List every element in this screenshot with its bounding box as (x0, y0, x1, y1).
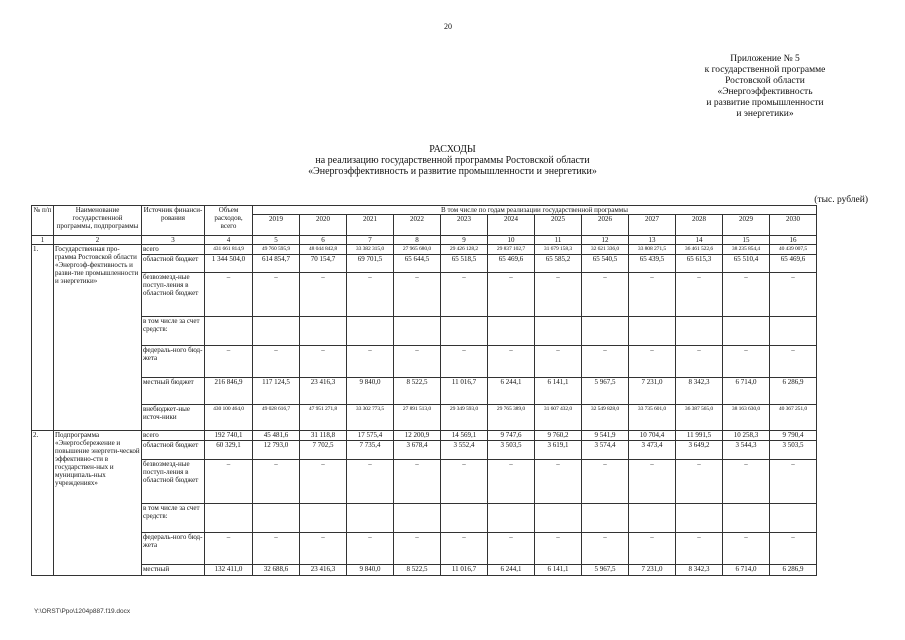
cell-year-value: – (347, 273, 394, 317)
cell-year-value: 36 461 522,6 (676, 245, 723, 255)
header-year: 2030 (770, 215, 817, 236)
expenses-table (31, 205, 817, 576)
funding-source: всего (142, 431, 205, 441)
header-year: 2026 (582, 215, 629, 236)
cell-year-value: 45 481,6 (253, 431, 300, 441)
table-row (32, 460, 817, 504)
header-num: № п/п (32, 206, 54, 236)
cell-year-value: – (253, 460, 300, 504)
cell-year-value: – (300, 460, 347, 504)
appendix-block (660, 54, 870, 120)
header-year: 2023 (441, 215, 488, 236)
cell-year-value: – (723, 533, 770, 565)
funding-source: безвозмезд-ные поступ-ления в областной бюджет (142, 460, 205, 504)
cell-year-value: 9 760,2 (535, 431, 582, 441)
cell-year-value: – (723, 346, 770, 378)
header-year: 2029 (723, 215, 770, 236)
cell-year-value: 17 575,4 (347, 431, 394, 441)
cell-year-value: 6 244,1 (488, 378, 535, 405)
cell-year-value: 49 760 595,9 (253, 245, 300, 255)
funding-source: федераль-ного бюд-жета (142, 346, 205, 378)
cell-year-value: 31 607 432,0 (535, 405, 582, 431)
funding-source: безвозмезд-ные поступ-ления в областной бюджет (142, 273, 205, 317)
cell-year-value: 3 552,4 (441, 441, 488, 460)
cell-year-value: 6 141,1 (535, 378, 582, 405)
cell-year-value: 11 991,5 (676, 431, 723, 441)
document-subtitle: «Энергоэффективность и развитие промышленности и энергетики» (308, 166, 597, 177)
column-number: 9 (441, 236, 488, 245)
cell-year-value (629, 317, 676, 346)
cell-year-value: 3 678,4 (394, 441, 441, 460)
column-number: 7 (347, 236, 394, 245)
cell-year-value: 9 840,0 (347, 378, 394, 405)
table-row (32, 317, 817, 346)
cell-year-value: – (535, 460, 582, 504)
cell-year-value: – (535, 533, 582, 565)
cell-year-value (300, 504, 347, 533)
cell-year-value: 12 793,0 (253, 441, 300, 460)
cell-year-value: 7 231,0 (629, 378, 676, 405)
cell-total (205, 504, 253, 533)
program-name: Государственная про-грамма Ростовской области «Энергоэф-фективность и разви-тие промышленности и энергетики» (54, 245, 142, 431)
cell-year-value: – (582, 346, 629, 378)
table-row (32, 565, 817, 576)
cell-year-value (253, 317, 300, 346)
funding-source: местный бюджет (142, 378, 205, 405)
cell-year-value: – (300, 533, 347, 565)
cell-year-value (394, 317, 441, 346)
cell-year-value: 65 615,3 (676, 255, 723, 273)
cell-year-value (347, 317, 394, 346)
cell-year-value: 9 747,6 (488, 431, 535, 441)
cell-year-value: – (770, 346, 817, 378)
header-year: 2025 (535, 215, 582, 236)
cell-year-value: – (488, 533, 535, 565)
header-years-group: В том числе по годам реализации государственной программы (253, 206, 817, 215)
cell-year-value: – (629, 346, 676, 378)
column-number: 13 (629, 236, 676, 245)
cell-year-value: – (629, 533, 676, 565)
cell-year-value: 11 016,7 (441, 565, 488, 576)
funding-source: внебюджет-ные источ-ники (142, 405, 205, 431)
cell-year-value: 38 163 630,0 (723, 405, 770, 431)
header-year: 2028 (676, 215, 723, 236)
cell-year-value: 6 141,1 (535, 565, 582, 576)
column-number: 4 (205, 236, 253, 245)
cell-year-value (441, 317, 488, 346)
cell-year-value: 6 286,9 (770, 378, 817, 405)
funding-source: областной бюджет (142, 255, 205, 273)
cell-year-value: 29 349 593,0 (441, 405, 488, 431)
cell-year-value: 3 473,4 (629, 441, 676, 460)
header-name: Наименование государственной программы, подпрограммы (54, 206, 142, 236)
header-year: 2024 (488, 215, 535, 236)
cell-year-value: – (582, 533, 629, 565)
column-number: 5 (253, 236, 300, 245)
cell-year-value: – (676, 346, 723, 378)
header-year: 2019 (253, 215, 300, 236)
cell-year-value: 8 342,3 (676, 378, 723, 405)
cell-total: – (205, 273, 253, 317)
cell-year-value: – (253, 346, 300, 378)
cell-year-value: 3 649,2 (676, 441, 723, 460)
column-number: 16 (770, 236, 817, 245)
cell-year-value (488, 317, 535, 346)
cell-year-value: 31 118,8 (300, 431, 347, 441)
cell-year-value: 9 790,4 (770, 431, 817, 441)
cell-year-value: 32 688,6 (253, 565, 300, 576)
column-number: 14 (676, 236, 723, 245)
cell-year-value: – (488, 273, 535, 317)
cell-year-value: – (394, 460, 441, 504)
cell-year-value: 6 714,0 (723, 378, 770, 405)
cell-year-value (770, 317, 817, 346)
cell-year-value (629, 504, 676, 533)
header-year: 2021 (347, 215, 394, 236)
cell-year-value: – (253, 533, 300, 565)
cell-year-value: – (441, 273, 488, 317)
cell-year-value: 65 469,6 (488, 255, 535, 273)
appendix-line: Приложение № 5 (730, 54, 800, 64)
cell-year-value: 6 244,1 (488, 565, 535, 576)
cell-year-value (488, 504, 535, 533)
cell-year-value: – (347, 460, 394, 504)
cell-year-value: 27 965 680,0 (394, 245, 441, 255)
column-number: 3 (142, 236, 205, 245)
cell-year-value: 14 569,1 (441, 431, 488, 441)
appendix-line: к государственной программе (704, 65, 826, 75)
cell-year-value: 9 541,9 (582, 431, 629, 441)
cell-year-value: 47 951 271,8 (300, 405, 347, 431)
funding-source: в том числе за счет средств: (142, 504, 205, 533)
cell-total: – (205, 346, 253, 378)
cell-year-value: – (723, 460, 770, 504)
column-number-row (32, 236, 817, 245)
funding-source: в том числе за счет средств: (142, 317, 205, 346)
cell-year-value (582, 317, 629, 346)
table-row (32, 273, 817, 317)
funding-source: местный (142, 565, 205, 576)
cell-year-value: 48 044 842,8 (300, 245, 347, 255)
cell-year-value: – (394, 533, 441, 565)
cell-year-value (394, 504, 441, 533)
cell-year-value: 9 840,0 (347, 565, 394, 576)
cell-year-value: 6 286,9 (770, 565, 817, 576)
cell-year-value: – (441, 346, 488, 378)
cell-year-value: 31 679 158,3 (535, 245, 582, 255)
table-row (32, 504, 817, 533)
cell-year-value: 65 644,5 (394, 255, 441, 273)
appendix-line: и энергетики» (736, 109, 794, 119)
table-row (32, 346, 817, 378)
program-number: 2. (32, 431, 54, 576)
cell-year-value: – (347, 346, 394, 378)
cell-year-value: 7 231,0 (629, 565, 676, 576)
table-row (32, 441, 817, 460)
program-name: Подпрограмма «Энергосбережение и повышение энергети-ческой эффективно-сти в государствен-ных и муниципаль-ных учреждениях» (54, 431, 142, 576)
cell-year-value: 8 522,5 (394, 565, 441, 576)
header-row (32, 206, 817, 215)
cell-year-value (582, 504, 629, 533)
cell-year-value: 70 154,7 (300, 255, 347, 273)
cell-year-value: 3 544,3 (723, 441, 770, 460)
cell-year-value (676, 317, 723, 346)
cell-year-value: – (770, 533, 817, 565)
column-number: 15 (723, 236, 770, 245)
program-number: 1. (32, 245, 54, 431)
cell-year-value (347, 504, 394, 533)
cell-year-value: 49 028 616,7 (253, 405, 300, 431)
cell-year-value: 29 765 389,0 (488, 405, 535, 431)
cell-year-value: 65 585,2 (535, 255, 582, 273)
funding-source: федераль-ного бюд-жета (142, 533, 205, 565)
cell-year-value: 36 387 565,0 (676, 405, 723, 431)
cell-year-value: 12 200,9 (394, 431, 441, 441)
document-title: РАСХОДЫ (429, 144, 476, 155)
cell-year-value: – (676, 533, 723, 565)
cell-year-value: – (300, 273, 347, 317)
units-label: (тыс. рублей) (814, 195, 868, 205)
cell-year-value: 3 619,1 (535, 441, 582, 460)
cell-year-value: 10 704,4 (629, 431, 676, 441)
column-number: 1 (32, 236, 54, 245)
cell-year-value: – (347, 533, 394, 565)
cell-year-value: 33 382 315,0 (347, 245, 394, 255)
table-row (32, 431, 817, 441)
cell-year-value: – (723, 273, 770, 317)
cell-total: 1 344 504,0 (205, 255, 253, 273)
cell-year-value: – (629, 273, 676, 317)
cell-year-value: 3 503,5 (488, 441, 535, 460)
column-number: 6 (300, 236, 347, 245)
cell-year-value: 27 891 513,0 (394, 405, 441, 431)
cell-year-value: – (394, 273, 441, 317)
cell-year-value (253, 504, 300, 533)
cell-year-value: 7 702,5 (300, 441, 347, 460)
cell-year-value: – (582, 460, 629, 504)
header-year: 2022 (394, 215, 441, 236)
cell-year-value: 65 510,4 (723, 255, 770, 273)
cell-year-value (723, 317, 770, 346)
cell-year-value: 65 439,5 (629, 255, 676, 273)
column-number: 10 (488, 236, 535, 245)
appendix-line: и развитие промышленности (706, 98, 824, 108)
cell-year-value: – (770, 273, 817, 317)
funding-source: областной бюджет (142, 441, 205, 460)
cell-year-value (535, 317, 582, 346)
cell-year-value: 33 302 773,5 (347, 405, 394, 431)
cell-year-value (723, 504, 770, 533)
column-number: 12 (582, 236, 629, 245)
cell-year-value: 65 469,6 (770, 255, 817, 273)
cell-year-value: – (488, 460, 535, 504)
cell-total: 132 411,0 (205, 565, 253, 576)
cell-year-value: 29 426 128,2 (441, 245, 488, 255)
column-number: 2 (54, 236, 142, 245)
cell-total: 430 100 464,0 (205, 405, 253, 431)
cell-year-value: 33 735 601,0 (629, 405, 676, 431)
cell-year-value: 23 416,3 (300, 565, 347, 576)
appendix-line: «Энергоэффективность (717, 87, 813, 97)
table-row (32, 245, 817, 255)
header-year: 2020 (300, 215, 347, 236)
document-subtitle: на реализацию государственной программы Ростовской области (315, 155, 590, 166)
cell-year-value: – (535, 346, 582, 378)
cell-total: 431 661 814,9 (205, 245, 253, 255)
header-source: Источник финанси-рования (142, 206, 205, 236)
cell-year-value: 10 258,3 (723, 431, 770, 441)
cell-year-value: 29 837 102,7 (488, 245, 535, 255)
cell-year-value: 614 854,7 (253, 255, 300, 273)
table-row (32, 378, 817, 405)
header-year: 2027 (629, 215, 676, 236)
cell-total: – (205, 533, 253, 565)
cell-total: 216 846,9 (205, 378, 253, 405)
cell-year-value: – (394, 346, 441, 378)
cell-total: – (205, 460, 253, 504)
cell-year-value: 3 574,4 (582, 441, 629, 460)
cell-year-value: – (582, 273, 629, 317)
column-number: 8 (394, 236, 441, 245)
cell-year-value: 117 124,5 (253, 378, 300, 405)
file-path-footer: Y:\ORST\Ppo\1204p887.f19.docx (34, 608, 131, 615)
cell-year-value: – (770, 460, 817, 504)
cell-year-value: 32 621 336,0 (582, 245, 629, 255)
cell-year-value: 7 735,4 (347, 441, 394, 460)
cell-year-value: – (676, 460, 723, 504)
cell-year-value (676, 504, 723, 533)
table-row (32, 405, 817, 431)
cell-year-value: – (629, 460, 676, 504)
cell-year-value: 6 714,0 (723, 565, 770, 576)
cell-year-value: – (441, 533, 488, 565)
cell-year-value (441, 504, 488, 533)
header-total: Объем расходов, всего (205, 206, 253, 236)
cell-year-value (770, 504, 817, 533)
cell-year-value: 38 235 854,4 (723, 245, 770, 255)
cell-year-value (300, 317, 347, 346)
cell-year-value (535, 504, 582, 533)
cell-year-value: 11 016,7 (441, 378, 488, 405)
cell-year-value: 69 701,5 (347, 255, 394, 273)
cell-year-value: 40 367 251,0 (770, 405, 817, 431)
table-row (32, 533, 817, 565)
cell-year-value: 33 808 271,5 (629, 245, 676, 255)
cell-year-value: – (676, 273, 723, 317)
cell-year-value: – (488, 346, 535, 378)
cell-year-value: – (300, 346, 347, 378)
table-row (32, 255, 817, 273)
page-number: 20 (444, 22, 452, 31)
cell-total: 192 740,1 (205, 431, 253, 441)
cell-year-value: 5 967,5 (582, 378, 629, 405)
cell-year-value: – (253, 273, 300, 317)
cell-year-value: 40 439 007,5 (770, 245, 817, 255)
cell-year-value: 8 342,3 (676, 565, 723, 576)
cell-year-value: 65 540,5 (582, 255, 629, 273)
cell-year-value: 23 416,3 (300, 378, 347, 405)
cell-year-value: – (535, 273, 582, 317)
cell-year-value: – (441, 460, 488, 504)
cell-total: 60 329,1 (205, 441, 253, 460)
cell-year-value: 32 549 828,0 (582, 405, 629, 431)
cell-year-value: 5 967,5 (582, 565, 629, 576)
cell-total (205, 317, 253, 346)
cell-year-value: 65 518,5 (441, 255, 488, 273)
appendix-line: Ростовской области (725, 76, 805, 86)
cell-year-value: 3 503,5 (770, 441, 817, 460)
cell-year-value: 8 522,5 (394, 378, 441, 405)
column-number: 11 (535, 236, 582, 245)
funding-source: всего (142, 245, 205, 255)
